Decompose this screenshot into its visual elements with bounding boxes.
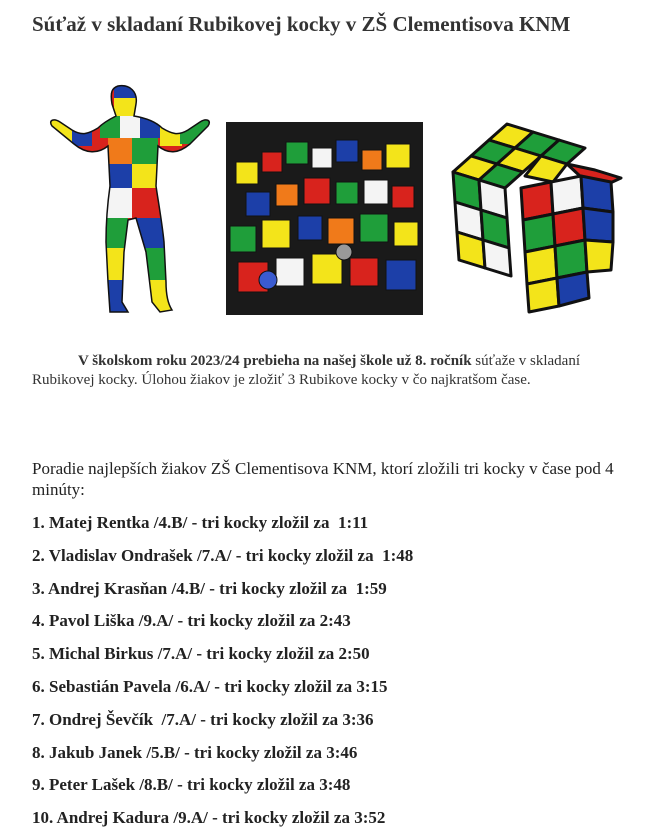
result-item: 7. Ondrej Ševčík /7.A/ - tri kocky zložil za 3:36 bbox=[32, 709, 374, 729]
rubik-suit-man-image bbox=[30, 82, 220, 317]
result-item: 1. Matej Rentka /4.B/ - tri kocky zložil za 1:11 bbox=[32, 513, 369, 532]
result-item: 4. Pavol Liška /9.A/ - tri kocky zložil za 2:43 bbox=[32, 611, 351, 631]
result-item: 6. Sebastián Pavela /6.A/ - tri kocky zložil za 3:15 bbox=[32, 676, 388, 696]
result-item: 9. Peter Lašek /8.B/ - tri kocky zložil za 3:48 bbox=[32, 775, 351, 795]
results-list bbox=[32, 511, 413, 839]
ranking-heading: Poradie najlepších žiakov ZŠ Clementisova KNM, ktorí zložili tri kocky v čase pod 4 minúty: bbox=[32, 459, 614, 499]
intro-normal-text: súťaže v skladaní Rubikovej kocky. Úlohou žiakov je zložiť 3 Rubikove kocky v čo najkratšom čase. bbox=[32, 353, 581, 388]
result-item: 2. Vladislav Ondrašek /7.A/ - tri kocky zložil za 1:48 bbox=[32, 545, 414, 565]
page-title: Súťaž v skladaní Rubikovej kocky v ZŠ Clementisova KNM bbox=[32, 12, 571, 36]
result-item: 5. Michal Birkus /7.A/ - tri kocky zložil za 2:50 bbox=[32, 644, 370, 664]
intro-paragraph bbox=[32, 352, 622, 390]
cube-pile-image bbox=[226, 122, 423, 315]
intro-bold-text: V školskom roku 2023/24 prebieha na našej škole už 8. ročník bbox=[78, 353, 472, 369]
rubiks-cube-image bbox=[445, 118, 635, 314]
result-item: 8. Jakub Janek /5.B/ - tri kocky zložil za 3:46 bbox=[32, 742, 358, 762]
result-item: 3. Andrej Krasňan /4.B/ - tri kocky zložil za 1:59 bbox=[32, 578, 387, 598]
result-item: 10. Andrej Kadura /9.A/ - tri kocky zložil za 3:52 bbox=[32, 808, 386, 828]
suit-pattern bbox=[30, 82, 220, 317]
image-row bbox=[0, 0, 661, 330]
